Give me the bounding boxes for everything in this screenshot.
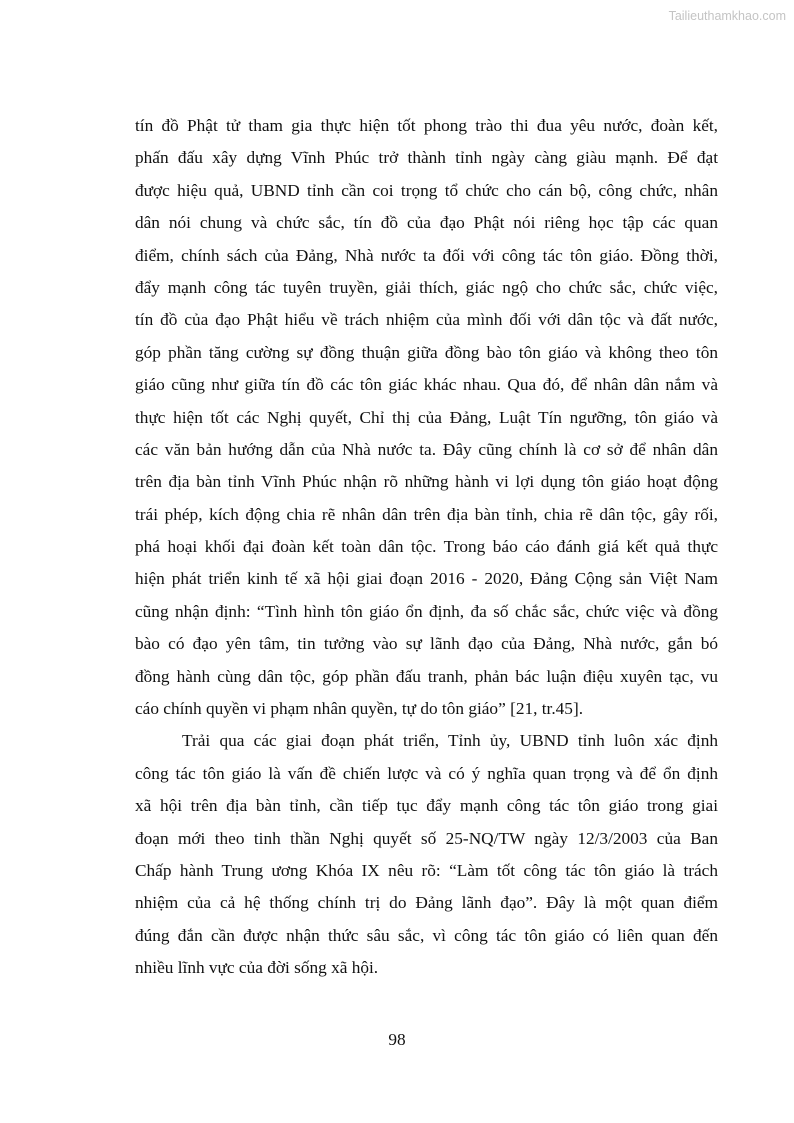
- paragraph-1: [135, 110, 718, 725]
- text-line: bào có đạo yên tâm, tin tưởng vào sự lãnh đạo của Đảng, Nhà nước, gắn bó: [135, 634, 718, 654]
- text-line: đẩy mạnh công tác tuyên truyền, giải thích, giác ngộ cho chức sắc, chức việc,: [135, 277, 718, 297]
- text-line: cáo chính quyền vi phạm nhân quyền, tự do tôn giáo” [21, tr.45].: [135, 699, 584, 719]
- text-line: công tác tôn giáo là vấn đề chiến lược và có ý nghĩa quan trọng và để ổn định: [135, 763, 718, 783]
- text-line: giáo cũng như giữa tín đồ các tôn giác khác nhau. Qua đó, để nhân dân nắm và: [135, 375, 718, 395]
- text-line: cũng nhận định: “Tình hình tôn giáo ổn định, đa số chắc sắc, chức việc và đồng: [135, 601, 718, 621]
- text-line: tín đồ Phật tử tham gia thực hiện tốt phong trào thi đua yêu nước, đoàn kết,: [135, 116, 718, 135]
- text-line: dân nói chung và chức sắc, tín đồ của đạo Phật nói riêng học tập các quan: [135, 213, 718, 233]
- text-line: tín đồ của đạo Phật hiểu về trách nhiệm của mình đối với dân tộc và đất nước,: [135, 310, 718, 330]
- text-line: nhiều lĩnh vực của đời sống xã hội.: [135, 958, 379, 978]
- text-line: đúng đắn cần được nhận thức sâu sắc, vì công tác tôn giáo có liên quan đến: [135, 925, 718, 945]
- text-line: được hiệu quả, UBND tỉnh cần coi trọng tổ chức cho cán bộ, công chức, nhân: [135, 180, 718, 200]
- text-line: Trải qua các giai đoạn phát triển, Tỉnh ủy, UBND tỉnh luôn xác định: [182, 731, 718, 751]
- text-line: phấn đấu xây dựng Vĩnh Phúc trở thành tỉnh ngày càng giàu mạnh. Để đạt: [135, 148, 718, 168]
- text-line: đoạn mới theo tinh thần Nghị quyết số 25-NQ/TW ngày 12/3/2003 của Ban: [135, 828, 718, 848]
- text-line: thực hiện tốt các Nghị quyết, Chỉ thị của Đảng, Luật Tín ngưỡng, tôn giáo và: [135, 407, 718, 427]
- text-line: nhiệm của cả hệ thống chính trị do Đảng lãnh đạo”. Đây là một quan điểm: [135, 893, 718, 913]
- text-line: đồng hành cùng dân tộc, góp phần đấu tranh, phản bác luận điệu xuyên tạc, vu: [135, 666, 718, 686]
- document-body: [135, 110, 718, 985]
- text-line: phá hoại khối đại đoàn kết toàn dân tộc. Trong báo cáo đánh giá kết quả thực: [135, 537, 718, 557]
- text-line: trên địa bàn tỉnh Vĩnh Phúc nhận rõ những hành vi lợi dụng tôn giáo hoạt động: [135, 472, 718, 492]
- text-line: điểm, chính sách của Đảng, Nhà nước ta đối với công tác tôn giáo. Đồng thời,: [135, 245, 718, 265]
- text-line: các văn bản hướng dẫn của Nhà nước ta. Đây cũng chính là cơ sở để nhân dân: [135, 439, 718, 459]
- text-line: Chấp hành Trung ương Khóa IX nêu rõ: “Làm tốt công tác tôn giáo là trách: [135, 860, 718, 880]
- page-number: 98: [388, 1030, 406, 1049]
- text-line: hiện phát triển kinh tế xã hội giai đoạn 2016 - 2020, Đảng Cộng sản Việt Nam: [135, 569, 718, 589]
- paragraph-2: [135, 725, 718, 984]
- watermark: Tailieuthamkhao.com: [668, 9, 786, 23]
- text-line: góp phần tăng cường sự đồng thuận giữa đồng bào tôn giáo và không theo tôn: [135, 342, 718, 362]
- text-line: xã hội trên địa bàn tỉnh, cần tiếp tục đẩy mạnh công tác tôn giáo trong giai: [135, 796, 718, 816]
- text-line: trái phép, kích động chia rẽ nhân dân trên địa bàn tỉnh, chia rẽ dân tộc, gây rối,: [135, 504, 718, 524]
